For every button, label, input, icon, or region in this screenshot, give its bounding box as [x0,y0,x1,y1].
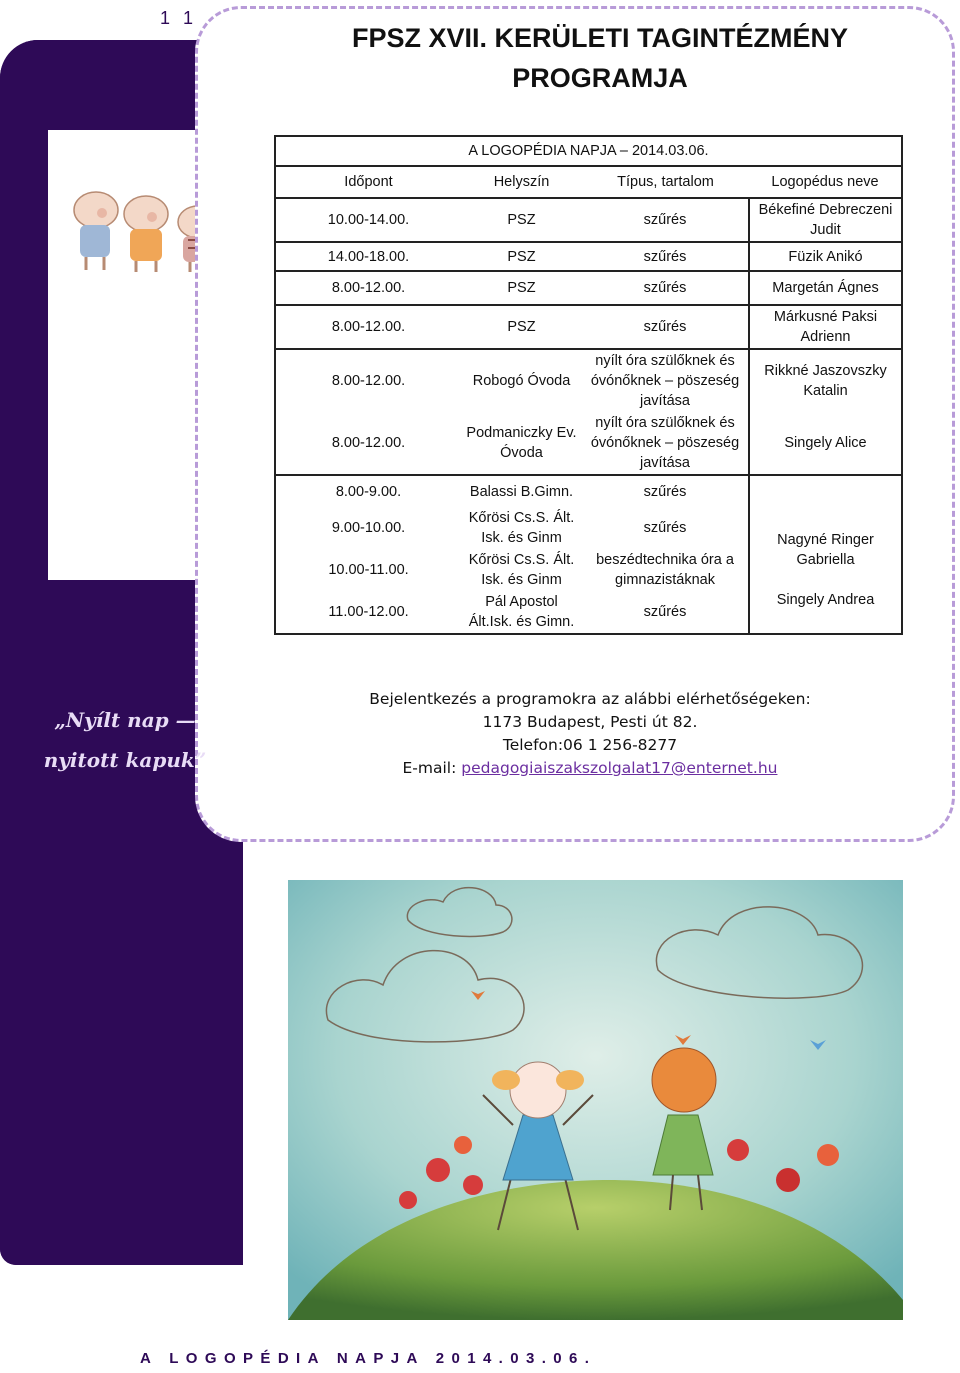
children-illustration [288,880,903,1320]
email-link[interactable]: pedagogiaiszakszolgalat17@enternet.hu [461,759,778,777]
type-cell: nyílt óra szülőknek és óvónőknek – pöszeség javítása [590,353,740,409]
time-cell: 8.00-12.00. [331,435,406,451]
column-header: Helyszín [493,174,550,190]
name-cell: Füzik Anikó [749,242,902,271]
table-row [275,271,902,305]
type-cell: szűrés [643,280,687,296]
email-label: E-mail: [402,759,462,777]
pig-figure [124,196,168,272]
time-cell: 8.00-9.00. [335,483,402,500]
name-cell: Singely Alice [749,412,902,475]
contact-phone: Telefon:06 1 256-8277 [502,736,678,754]
time-cell: 9.00-10.00. [331,520,406,536]
table-header-row [275,166,902,198]
table-row [275,198,902,242]
column-header: Logopédus neve [771,174,879,190]
title-line: PROGRAMJA [512,63,688,93]
type-cell: szűrés [643,520,687,536]
table-row [275,305,902,349]
page-number: 1 1 [160,8,198,28]
time-cell: 11.00-12.00. [328,604,409,620]
place-cell: Kőrösi Cs.S. Ált. Isk. és Ginm [468,552,575,588]
place-cell: Balassi B.Gimn. [469,483,574,500]
time-cell: 8.00-12.00. [331,319,406,335]
contact-address: 1173 Budapest, Pesti út 82. [482,713,698,731]
contact-email-line [360,757,820,780]
page-title [330,18,870,98]
time-cell: 8.00-12.00. [331,373,406,389]
time-cell: 10.00-14.00. [327,212,410,228]
group-names-cell [749,475,902,634]
place-cell: PSZ [507,212,536,228]
name-cell: Rikkné Jaszovszky Katalin [749,349,902,412]
pig-figure [74,192,118,270]
place-cell: Kőrösi Cs.S. Ált. Isk. és Ginm [468,510,575,546]
title-line: FPSZ XVII. KERÜLETI TAGINTÉZMÉNY [351,23,849,53]
type-cell: beszédtechnika óra a gimnazistáknak [596,552,734,588]
tagline-line: „Nyílt nap — [54,708,196,732]
name-cell: Margetán Ágnes [749,271,902,305]
type-cell: szűrés [643,483,687,500]
contact-info [360,688,820,780]
place-cell: Podmaniczky Ev. Óvoda [466,425,577,461]
name-line: Nagyné Ringer Gabriella [777,531,874,568]
contact-intro: Bejelentkezés a programokra az alábbi elérhetőségeken: [369,690,811,708]
table-row [275,242,902,271]
time-cell: 10.00-11.00. [328,562,409,578]
footer-text: A LOGOPÉDIA NAPJA 2014.03.06. [140,1350,597,1367]
time-cell: 14.00-18.00. [327,248,410,265]
type-cell: szűrés [643,212,687,228]
type-cell: szűrés [643,604,687,620]
time-cell: 8.00-12.00. [331,280,406,296]
place-cell: PSZ [507,319,536,335]
place-cell: PSZ [507,248,536,265]
name-line: Singely Andrea [776,591,875,608]
tagline-line: nyitott kapuk” [43,748,207,772]
table-caption: A LOGOPÉDIA NAPJA – 2014.03.06. [468,143,709,159]
column-header: Típus, tartalom [617,174,714,190]
name-cell: Márkusné Paksi Adrienn [749,305,902,349]
table-row [275,412,902,475]
table-row [275,475,902,507]
place-cell: PSZ [507,280,536,296]
type-cell: szűrés [643,248,687,265]
table-row [275,349,902,412]
type-cell: szűrés [643,319,687,335]
program-table [274,135,903,635]
place-cell: Robogó Óvoda [472,373,571,389]
type-cell: nyílt óra szülőknek és óvónőknek – pöszeség javítása [590,415,740,471]
tagline [40,700,210,780]
name-cell: Békefiné Debreczeni Judit [749,198,902,242]
column-header: Időpont [344,174,393,190]
place-cell: Pál Apostol Ált.Isk. és Gimn. [468,594,575,630]
